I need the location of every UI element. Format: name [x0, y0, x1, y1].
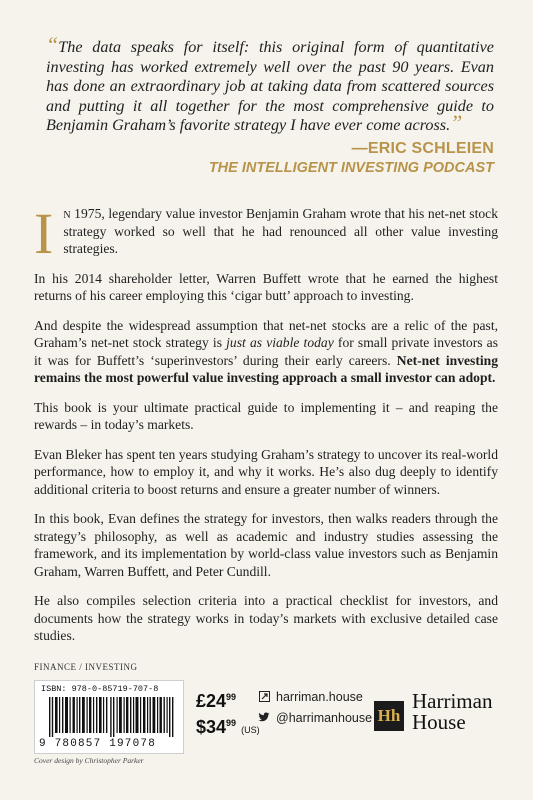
drop-cap: I — [34, 201, 54, 266]
publisher-links — [258, 686, 372, 728]
paragraph-3: And despite the widespread assumption that net-net stocks are a relic of the past, Graham’s net-net stock strategy is just as viable today for small private investors as it was for Buffett’s ‘superinvestors’ during their early careers. Net-net investing remains the most powerful value investing approach a small investor can adopt. — [34, 317, 498, 385]
paragraph-1: In 1975, legendary value investor Benjamin Graham wrote that his net-net stock strategy worked so well that he had renounced all other value investing strategies. — [34, 201, 498, 266]
barcode-number: 9 780857 197078 — [39, 738, 157, 750]
twitter-bird-icon — [258, 712, 270, 724]
paragraph-2: In his 2014 shareholder letter, Warren Buffett wrote that he earned the highest returns of his career employing this ‘cigar butt’ approach to investing. — [34, 270, 498, 303]
isbn-label: ISBN: 978-0-85719-707-8 — [41, 684, 159, 694]
barcode-icon — [49, 697, 177, 737]
close-quote-mark: ” — [450, 110, 463, 135]
paragraph-7: He also compiles selection criteria into a practical checklist for investors, and documents how the strategy works in today’s markets with exclusive detailed case studies. — [34, 593, 498, 643]
quote-text: “The data speaks for itself: this original form of quantitative investing has worked extremely well over the past 90 years. Evan has done an extraordinary job at taking data from scattered sources and putting it all together for the most comprehensive guide to Benjamin Graham’s favorite strategy I have ever come across.” — [46, 32, 494, 135]
isbn-barcode — [34, 680, 184, 754]
website-link[interactable]: harriman.house — [258, 686, 372, 707]
price-block — [196, 686, 260, 741]
endorsement-quote — [46, 32, 494, 178]
publisher-name: Harriman House — [412, 689, 493, 734]
open-quote-mark: “ — [46, 32, 59, 57]
price-gbp: $£24^{99}$ — [196, 691, 237, 711]
category-label: FINANCE / INVESTING — [34, 662, 138, 672]
quote-author: —ERIC SCHLEIEN — [351, 139, 494, 157]
external-link-icon — [258, 691, 270, 703]
publisher-logo — [374, 691, 492, 733]
harriman-house-logo-icon: Hh — [374, 701, 404, 731]
paragraph-4: This book is your ultimate practical guide to implementing it – and reaping the rewards – in today’s markets. — [34, 399, 498, 432]
paragraph-6: In this book, Evan defines the strategy for investors, then walks readers through the strategy’s philosophy, as well as academic and industry studies assessing the framework, and its implementation by world-class value investors such as Benjamin Graham, Warren Buffett, and Peter Cundill. — [34, 511, 498, 579]
blurb — [34, 201, 498, 657]
price-usd: $\$34^{99}$ (US) — [196, 717, 260, 737]
quote-source: THE INTELLIGENT INVESTING PODCAST — [208, 159, 494, 176]
twitter-link[interactable]: @harrimanhouse — [258, 707, 372, 728]
cover-design-credit: Cover design by Christopher Parker — [34, 756, 144, 765]
quote-attribution — [46, 138, 494, 178]
paragraph-5: Evan Bleker has spent ten years studying Graham’s strategy to uncover its real-world performance, how to employ it, and why it works. He’s also dug deeply to identify additional criteria to boost returns and ensure a greater number of winners. — [34, 446, 498, 497]
